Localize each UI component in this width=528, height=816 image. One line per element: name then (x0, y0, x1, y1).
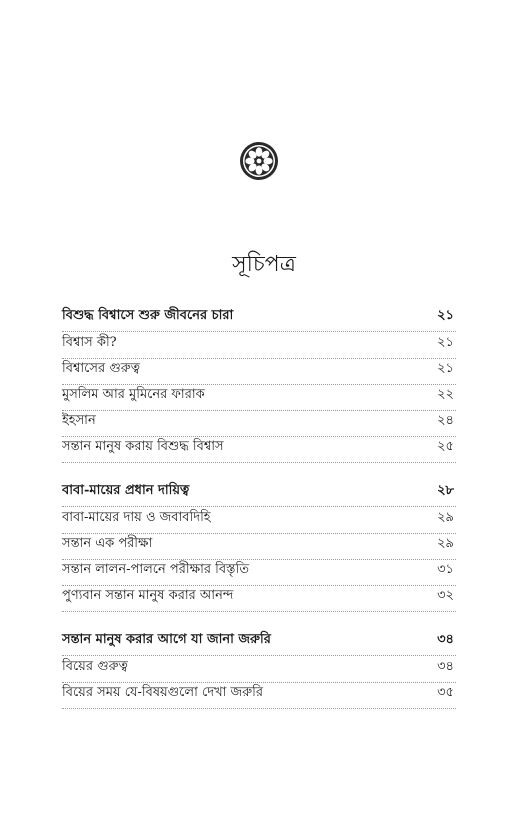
entry-title: ইহসান (62, 413, 96, 428)
entry-title: সন্তান মানুষ করায় বিশুদ্ধ বিশ্বাস (62, 439, 224, 454)
entry-title: পুণ্যবান সন্তান মানুষ করার আনন্দ (62, 588, 234, 603)
page-number: ৩৪ (437, 659, 454, 674)
toc-entry[interactable] (62, 411, 456, 437)
toc-chapter-heading[interactable] (62, 305, 456, 332)
page-number: ২১ (437, 308, 454, 323)
entry-title: বাবা-মায়ের দায় ও জবাবদিহি (62, 510, 211, 525)
page-number: ৩২ (437, 588, 454, 603)
chapter-title: সন্তান মানুষ করার আগে যা জানা জরুরি (62, 632, 271, 647)
page-number: ২৫ (437, 439, 454, 454)
entry-title: বিয়ের গুরুত্ব (62, 659, 128, 674)
toc-entry[interactable] (62, 333, 456, 359)
toc-title: সূচিপত্র (232, 252, 296, 277)
chapter-title: বিশুদ্ধ বিশ্বাসে শুরু জীবনের চারা (62, 308, 234, 323)
toc-entry[interactable] (62, 359, 456, 385)
toc-chapter-heading[interactable] (62, 480, 456, 507)
toc-entry[interactable] (62, 385, 456, 411)
entry-title: সন্তান লালন-পালনে পরীক্ষার বিস্তৃতি (62, 562, 249, 577)
flower-wheel-icon (238, 140, 280, 182)
page-number: ২৯ (437, 536, 454, 551)
entry-title: বিশ্বাসের গুরুত্ব (62, 361, 140, 376)
page-number: ২৮ (437, 483, 454, 498)
page-number: ২২ (437, 387, 454, 402)
toc-entry[interactable] (62, 657, 456, 683)
toc-entry[interactable] (62, 586, 456, 612)
toc-entry[interactable] (62, 508, 456, 534)
toc-section (62, 480, 456, 612)
toc-entry[interactable] (62, 560, 456, 586)
page-number: ৩৪ (437, 632, 454, 647)
toc-entry[interactable] (62, 683, 456, 709)
page-number: ৩৫ (437, 685, 454, 700)
toc-entry[interactable] (62, 437, 456, 463)
toc-section (62, 305, 456, 463)
entry-title: সন্তান এক পরীক্ষা (62, 536, 153, 551)
entry-title: মুসলিম আর মুমিনের ফারাক (62, 387, 205, 402)
page-number: ২১ (437, 335, 454, 350)
entry-title: বিশ্বাস কী? (62, 335, 117, 350)
toc-entry[interactable] (62, 534, 456, 560)
entry-title: বিয়ের সময় যে-বিষয়গুলো দেখা জরুরি (62, 685, 264, 700)
page-number: ২৯ (437, 510, 454, 525)
chapter-title: বাবা-মায়ের প্রধান দায়িত্ব (62, 483, 190, 498)
page-number: ২৪ (437, 413, 454, 428)
table-of-contents (62, 305, 456, 726)
page-number: ২১ (437, 361, 454, 376)
toc-section (62, 629, 456, 709)
toc-chapter-heading[interactable] (62, 629, 456, 656)
page-number: ৩১ (437, 562, 454, 577)
